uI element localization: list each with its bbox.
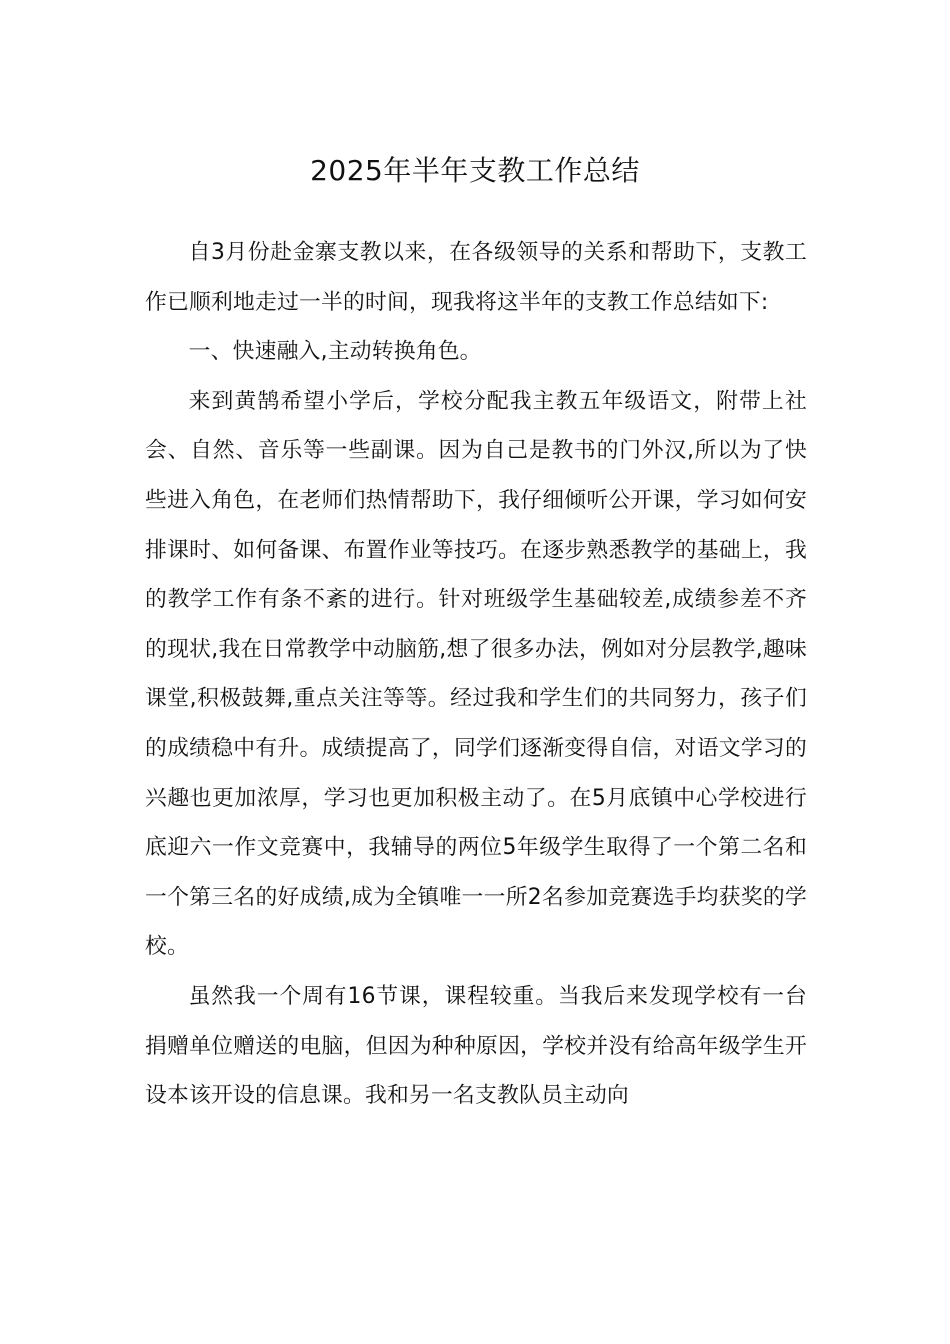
document-title: 2025年半年支教工作总结	[310, 153, 640, 187]
paragraph-intro: 自3月份赴金寨支教以来，在各级领导的关系和帮助下，支教工作已顺利地走过一半的时间，现我将这半年的支教工作总结如下:	[145, 240, 807, 315]
section-heading-1: 一、快速融入,主动转换角色。	[188, 339, 482, 365]
paragraph-teaching: 来到黄鹄希望小学后，学校分配我主教五年级语文，附带上社会、自然、音乐等一些副课。因为自己是教书的门外汉,所以为了快些进入角色，在老师们热情帮助下，我仔细倾听公开课，学习如何安排课时、如何备课、布置作业等技巧。在逐步熟悉教学的基础上，我的教学工作有条不紊的进行。针对班级学生基础较差,成绩参差不齐的现状,我在日常教学中动脑筋,想了很多办法，例如对分层教学,趣味课堂,积极鼓舞,重点关注等等。经过我和学生们的共同努力，孩子们的成绩稳中有升。成绩提高了，同学们逐渐变得自信，对语文学习的兴趣也更加浓厚，学习也更加积极主动了。在5月底镇中心学校进行底迎六一作文竞赛中，我辅导的两位5年级学生取得了一个第二名和一个第三名的好成绩,成为全镇唯一一所2名参加竞赛选手均获奖的学校。	[145, 388, 807, 960]
paragraph-workload: 虽然我一个周有16节课，课程较重。当我后来发现学校有一台捐赠单位赠送的电脑，但因为种种原因，学校并没有给高年级学生开设本该开设的信息课。我和另一名支教队员主动向	[145, 983, 807, 1109]
document-body	[145, 228, 807, 1121]
